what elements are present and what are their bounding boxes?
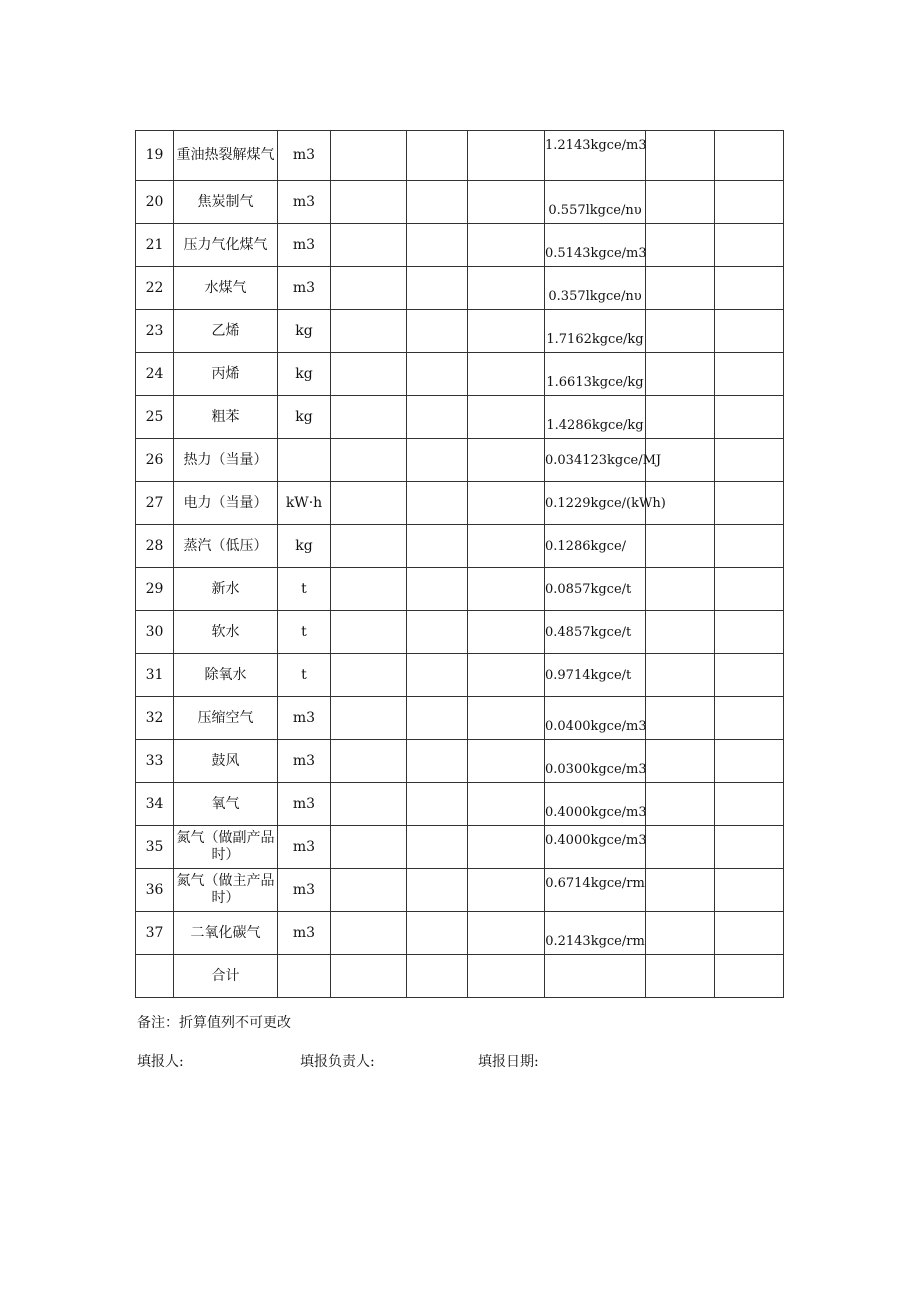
table-row <box>136 912 784 955</box>
conversion-factor: 1.6613kgce/kg <box>545 353 646 396</box>
input-cell[interactable] <box>646 783 715 826</box>
input-cell[interactable] <box>468 396 545 439</box>
unit-cell: m3 <box>278 826 331 869</box>
input-cell[interactable] <box>331 611 407 654</box>
input-cell[interactable] <box>715 955 784 998</box>
input-cell[interactable] <box>715 439 784 482</box>
row-number: 32 <box>136 697 174 740</box>
table-row <box>136 396 784 439</box>
input-cell[interactable] <box>468 740 545 783</box>
conversion-factor: 0.9714kgce/t <box>545 654 646 697</box>
input-cell[interactable] <box>646 568 715 611</box>
table-row <box>136 740 784 783</box>
input-cell[interactable] <box>715 396 784 439</box>
unit-cell: t <box>278 654 331 697</box>
row-number: 19 <box>136 131 174 181</box>
input-cell[interactable] <box>468 568 545 611</box>
input-cell[interactable] <box>407 654 468 697</box>
input-cell[interactable] <box>468 310 545 353</box>
input-cell[interactable] <box>331 131 407 181</box>
responsible-label: 填报负责人: <box>300 1054 375 1070</box>
energy-name: 重油热裂解煤气 <box>174 131 278 181</box>
conversion-factor <box>545 955 646 998</box>
conversion-factor: 0.1286kgce/ <box>545 525 646 568</box>
unit-cell: m3 <box>278 869 331 912</box>
energy-name: 电力（当量） <box>174 482 278 525</box>
input-cell[interactable] <box>646 353 715 396</box>
conversion-factor: 0.0400kgce/m3 <box>545 697 646 740</box>
energy-name: 丙烯 <box>174 353 278 396</box>
input-cell[interactable] <box>646 310 715 353</box>
input-cell[interactable] <box>646 697 715 740</box>
input-cell[interactable] <box>331 740 407 783</box>
conversion-factor: 1.4286kgce/kg <box>545 396 646 439</box>
row-number: 28 <box>136 525 174 568</box>
input-cell[interactable] <box>331 654 407 697</box>
energy-name: 新水 <box>174 568 278 611</box>
input-cell[interactable] <box>331 826 407 869</box>
input-cell[interactable] <box>468 697 545 740</box>
input-cell[interactable] <box>407 697 468 740</box>
input-cell[interactable] <box>331 869 407 912</box>
input-cell[interactable] <box>646 654 715 697</box>
energy-name: 水煤气 <box>174 267 278 310</box>
energy-name: 氮气（做副产品时） <box>174 826 278 869</box>
table-row <box>136 181 784 224</box>
table-row <box>136 310 784 353</box>
energy-conversion-table <box>135 130 784 998</box>
input-cell[interactable] <box>331 267 407 310</box>
input-cell[interactable] <box>715 525 784 568</box>
table-row <box>136 783 784 826</box>
unit-cell: m3 <box>278 267 331 310</box>
conversion-factor: 1.2143kgce/m3 <box>545 131 646 181</box>
input-cell[interactable] <box>715 181 784 224</box>
unit-cell: kg <box>278 396 331 439</box>
input-cell[interactable] <box>331 783 407 826</box>
energy-name: 粗苯 <box>174 396 278 439</box>
input-cell[interactable] <box>468 181 545 224</box>
conversion-factor: 0.6714kgce/rm <box>545 869 646 912</box>
unit-cell: kg <box>278 525 331 568</box>
input-cell[interactable] <box>331 568 407 611</box>
input-cell[interactable] <box>715 568 784 611</box>
row-number: 25 <box>136 396 174 439</box>
unit-cell <box>278 955 331 998</box>
input-cell[interactable] <box>331 181 407 224</box>
input-cell[interactable] <box>407 525 468 568</box>
input-cell[interactable] <box>646 525 715 568</box>
unit-cell <box>278 439 331 482</box>
input-cell[interactable] <box>715 267 784 310</box>
row-number <box>136 955 174 998</box>
input-cell[interactable] <box>646 826 715 869</box>
energy-name: 氧气 <box>174 783 278 826</box>
energy-name: 焦炭制气 <box>174 181 278 224</box>
table-row <box>136 869 784 912</box>
input-cell[interactable] <box>715 131 784 181</box>
row-number: 29 <box>136 568 174 611</box>
row-number: 37 <box>136 912 174 955</box>
input-cell[interactable] <box>468 482 545 525</box>
input-cell[interactable] <box>407 740 468 783</box>
table-row <box>136 697 784 740</box>
conversion-factor: 0.557lkgce/nυ <box>545 181 646 224</box>
table-row <box>136 826 784 869</box>
input-cell[interactable] <box>407 482 468 525</box>
input-cell[interactable] <box>715 826 784 869</box>
table-row <box>136 482 784 525</box>
input-cell[interactable] <box>331 396 407 439</box>
input-cell[interactable] <box>646 396 715 439</box>
input-cell[interactable] <box>407 439 468 482</box>
input-cell[interactable] <box>468 955 545 998</box>
energy-name: 蒸汽（低压） <box>174 525 278 568</box>
table-row <box>136 267 784 310</box>
input-cell[interactable] <box>331 955 407 998</box>
unit-cell: t <box>278 611 331 654</box>
input-cell[interactable] <box>468 611 545 654</box>
input-cell[interactable] <box>646 869 715 912</box>
energy-name: 压力气化煤气 <box>174 224 278 267</box>
energy-name: 鼓风 <box>174 740 278 783</box>
input-cell[interactable] <box>468 353 545 396</box>
input-cell[interactable] <box>715 869 784 912</box>
input-cell[interactable] <box>331 912 407 955</box>
total-label: 合计 <box>174 955 278 998</box>
row-number: 24 <box>136 353 174 396</box>
row-number: 22 <box>136 267 174 310</box>
input-cell[interactable] <box>715 224 784 267</box>
conversion-factor: 0.1229kgce/(kWh) <box>545 482 646 525</box>
row-number: 30 <box>136 611 174 654</box>
remark-note: 备注：折算值列不可更改 <box>137 1015 291 1031</box>
input-cell[interactable] <box>468 439 545 482</box>
input-cell[interactable] <box>468 912 545 955</box>
unit-cell: kg <box>278 310 331 353</box>
input-cell[interactable] <box>468 783 545 826</box>
table-row <box>136 131 784 181</box>
total-row <box>136 955 784 998</box>
input-cell[interactable] <box>715 740 784 783</box>
input-cell[interactable] <box>407 310 468 353</box>
input-cell[interactable] <box>646 611 715 654</box>
input-cell[interactable] <box>468 525 545 568</box>
input-cell[interactable] <box>407 611 468 654</box>
energy-name: 软水 <box>174 611 278 654</box>
conversion-factor: 0.2143kgce/rm <box>545 912 646 955</box>
table-row <box>136 224 784 267</box>
unit-cell: m3 <box>278 912 331 955</box>
input-cell[interactable] <box>331 482 407 525</box>
input-cell[interactable] <box>646 224 715 267</box>
table-row <box>136 568 784 611</box>
unit-cell: m3 <box>278 131 331 181</box>
conversion-factor: 0.4000kgce/m3 <box>545 826 646 869</box>
input-cell[interactable] <box>468 267 545 310</box>
table-row <box>136 353 784 396</box>
input-cell[interactable] <box>407 912 468 955</box>
input-cell[interactable] <box>715 654 784 697</box>
input-cell[interactable] <box>468 826 545 869</box>
input-cell[interactable] <box>468 131 545 181</box>
input-cell[interactable] <box>715 912 784 955</box>
unit-cell: m3 <box>278 697 331 740</box>
input-cell[interactable] <box>715 783 784 826</box>
row-number: 31 <box>136 654 174 697</box>
input-cell[interactable] <box>331 525 407 568</box>
conversion-factor: 0.034123kgce/MJ <box>545 439 646 482</box>
row-number: 21 <box>136 224 174 267</box>
input-cell[interactable] <box>407 224 468 267</box>
row-number: 26 <box>136 439 174 482</box>
conversion-factor: 0.0300kgce/m3 <box>545 740 646 783</box>
input-cell[interactable] <box>407 353 468 396</box>
table-row <box>136 525 784 568</box>
input-cell[interactable] <box>646 740 715 783</box>
input-cell[interactable] <box>407 181 468 224</box>
row-number: 33 <box>136 740 174 783</box>
input-cell[interactable] <box>646 181 715 224</box>
input-cell[interactable] <box>407 131 468 181</box>
input-cell[interactable] <box>646 912 715 955</box>
conversion-factor: 0.4000kgce/m3 <box>545 783 646 826</box>
energy-name: 除氧水 <box>174 654 278 697</box>
energy-name: 氮气（做主产品时） <box>174 869 278 912</box>
input-cell[interactable] <box>407 955 468 998</box>
unit-cell: m3 <box>278 783 331 826</box>
input-cell[interactable] <box>468 654 545 697</box>
input-cell[interactable] <box>407 267 468 310</box>
conversion-factor: 0.357lkgce/nυ <box>545 267 646 310</box>
input-cell[interactable] <box>646 955 715 998</box>
conversion-factor: 0.5143kgce/m3 <box>545 224 646 267</box>
input-cell[interactable] <box>715 353 784 396</box>
unit-cell: m3 <box>278 740 331 783</box>
input-cell[interactable] <box>715 482 784 525</box>
conversion-factor: 0.4857kgce/t <box>545 611 646 654</box>
conversion-factor: 0.0857kgce/t <box>545 568 646 611</box>
input-cell[interactable] <box>646 267 715 310</box>
input-cell[interactable] <box>646 131 715 181</box>
energy-name: 压缩空气 <box>174 697 278 740</box>
unit-cell: t <box>278 568 331 611</box>
input-cell[interactable] <box>407 869 468 912</box>
table-row <box>136 611 784 654</box>
input-cell[interactable] <box>407 826 468 869</box>
input-cell[interactable] <box>407 783 468 826</box>
energy-name: 二氧化碳气 <box>174 912 278 955</box>
input-cell[interactable] <box>331 697 407 740</box>
energy-name: 热力（当量） <box>174 439 278 482</box>
row-number: 34 <box>136 783 174 826</box>
row-number: 35 <box>136 826 174 869</box>
table-row <box>136 654 784 697</box>
input-cell[interactable] <box>407 568 468 611</box>
input-cell[interactable] <box>331 310 407 353</box>
unit-cell: kW·h <box>278 482 331 525</box>
input-cell[interactable] <box>331 353 407 396</box>
input-cell[interactable] <box>715 697 784 740</box>
energy-name: 乙烯 <box>174 310 278 353</box>
table-row <box>136 439 784 482</box>
input-cell[interactable] <box>468 869 545 912</box>
input-cell[interactable] <box>331 439 407 482</box>
date-label: 填报日期: <box>478 1054 539 1070</box>
input-cell[interactable] <box>331 224 407 267</box>
input-cell[interactable] <box>407 396 468 439</box>
row-number: 23 <box>136 310 174 353</box>
unit-cell: kg <box>278 353 331 396</box>
input-cell[interactable] <box>468 224 545 267</box>
conversion-factor: 1.7162kgce/kg <box>545 310 646 353</box>
row-number: 27 <box>136 482 174 525</box>
unit-cell: m3 <box>278 224 331 267</box>
row-number: 36 <box>136 869 174 912</box>
unit-cell: m3 <box>278 181 331 224</box>
input-cell[interactable] <box>715 310 784 353</box>
row-number: 20 <box>136 181 174 224</box>
filler-label: 填报人: <box>137 1054 184 1070</box>
input-cell[interactable] <box>715 611 784 654</box>
